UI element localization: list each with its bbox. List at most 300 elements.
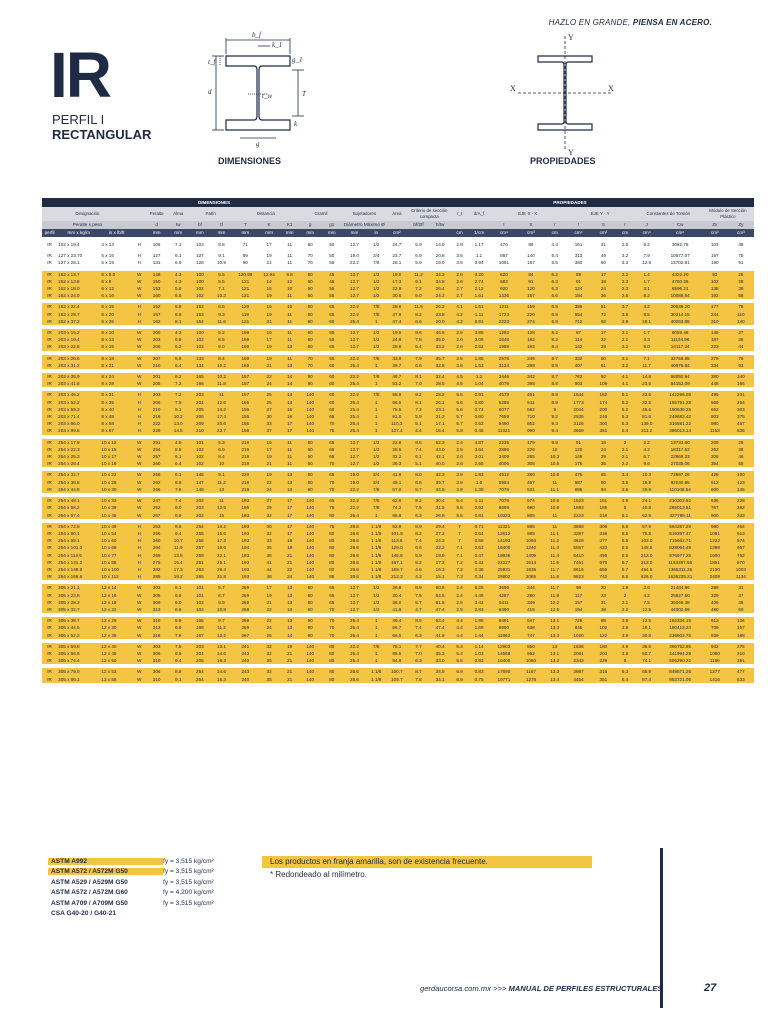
table-cell: 19771 xyxy=(490,676,518,683)
table-cell: 4.1 xyxy=(615,373,634,380)
table-cell: W xyxy=(133,504,146,511)
table-cell: 306 xyxy=(146,650,168,657)
table-cell: 305 x 52.2 xyxy=(57,632,100,639)
table-cell: 0.81 xyxy=(468,512,490,519)
table-cell: 16.3 xyxy=(429,566,451,573)
table-cell: IR xyxy=(42,544,57,551)
table-cell: 752 xyxy=(728,552,754,559)
table-cell: 2.74 xyxy=(468,278,490,285)
table-cell: 60 xyxy=(299,336,321,343)
table-cell: 254 xyxy=(189,523,211,530)
table-cell: 13 xyxy=(280,624,299,631)
table-cell: 1 xyxy=(366,406,386,413)
table-cell: 8 x 31 xyxy=(100,391,132,398)
table-cell: 140 xyxy=(299,559,321,566)
table-cell: 12.2 xyxy=(544,599,566,606)
table-cell: 6077 xyxy=(490,406,518,413)
table-cell: 8.2 xyxy=(544,336,566,343)
legend-row xyxy=(48,909,258,920)
table-cell: W xyxy=(133,650,146,657)
table-cell: 85 xyxy=(321,573,343,580)
table-cell: 50 xyxy=(321,241,343,248)
table-cell: 17 xyxy=(280,523,299,530)
table-cell: 55 xyxy=(728,460,754,467)
legend-grade: ASTM A529 / A529M G50 xyxy=(51,878,128,886)
table-cell: 257 xyxy=(189,544,211,551)
sym-cell: I xyxy=(490,221,518,229)
table-cell: 18.1 xyxy=(635,318,659,325)
table-cell: 13 xyxy=(280,599,299,606)
table-cell: 8 x 28 xyxy=(100,380,132,387)
table-cell: 12 x 35 xyxy=(100,632,132,639)
table-cell: 29 xyxy=(728,439,754,446)
table-cell: 7.3 xyxy=(451,573,468,580)
table-cell: 20036.20 xyxy=(659,303,702,310)
table-cell: 169 xyxy=(232,336,258,343)
table-cell: 305 x 32.7 xyxy=(57,606,100,613)
table-cell: 2343 xyxy=(566,657,592,664)
table-cell: 1648 xyxy=(490,336,518,343)
table-cell: 9.2 xyxy=(408,391,430,398)
table-cell: 140 xyxy=(728,318,754,325)
table-cell: 210 xyxy=(146,362,168,369)
table-cell: 4.3 xyxy=(167,278,189,285)
table-cell: 8.1 xyxy=(408,399,430,406)
table-cell: 1186 xyxy=(702,657,728,664)
table-cell: 35046.38 xyxy=(659,599,702,606)
table-cell: 3126 xyxy=(566,420,592,427)
legend-row xyxy=(48,856,258,867)
table-cell: 19.0 xyxy=(429,259,451,266)
table-cell: 10.3 xyxy=(544,453,566,460)
table-cell: IR xyxy=(42,471,57,478)
table-cell: 17 xyxy=(280,420,299,427)
table-cell: 728 xyxy=(566,617,592,624)
table-cell: 12.7 xyxy=(343,241,367,248)
table-cell: 100.7 xyxy=(386,668,408,675)
table-row xyxy=(42,530,754,537)
table-cell: 90 xyxy=(299,380,321,387)
sym-cell: tw xyxy=(167,221,189,229)
table-cell: 11.9 xyxy=(167,544,189,551)
table-cell: 5.5 xyxy=(211,271,233,278)
table-cell: 262 xyxy=(146,479,168,486)
table-cell: 4.2 xyxy=(451,311,468,318)
table-cell: 1365311.26 xyxy=(659,566,702,573)
table-cell: 15 xyxy=(211,512,233,519)
table-cell: 305 x 86.1 xyxy=(57,676,100,683)
table-cell: 3888 xyxy=(566,523,592,530)
table-cell: 305 x 28.3 xyxy=(57,599,100,606)
table-cell: 10 x 77 xyxy=(100,552,132,559)
table-cell: H xyxy=(133,420,146,427)
table-cell: 65 xyxy=(321,584,343,591)
table-cell: 240 xyxy=(232,676,258,683)
table-cell: 415 xyxy=(518,606,544,613)
table-cell: 2.5 xyxy=(451,446,468,453)
table-cell: 222 xyxy=(146,420,168,427)
table-cell: 6490 xyxy=(490,606,518,613)
table-cell: 6.0 xyxy=(167,599,189,606)
table-cell: 0.72 xyxy=(468,406,490,413)
table-cell: 32 xyxy=(258,668,280,675)
table-cell: 6.5 xyxy=(615,523,634,530)
table-cell: 10 xyxy=(280,303,299,310)
table-cell: 2.4 xyxy=(451,592,468,599)
table-cell: 244 xyxy=(518,584,544,591)
table-cell: 13 xyxy=(280,471,299,478)
table-cell: 148.5 xyxy=(635,544,659,551)
table-cell: 4287 xyxy=(566,530,592,537)
table-cell: 254 xyxy=(189,676,211,683)
table-cell: 21 xyxy=(280,559,299,566)
table-cell: W xyxy=(133,632,146,639)
table-cell: 167 xyxy=(189,632,211,639)
table-cell: 157 xyxy=(146,311,168,318)
unit-cell: mm xyxy=(189,229,211,237)
table-cell: 23.8 xyxy=(429,311,451,318)
table-cell: 223 xyxy=(702,343,728,350)
table-cell: 41.8 xyxy=(429,632,451,639)
table-cell: 11321 xyxy=(490,427,518,434)
tagline-bold: PIENSA EN ACERO. xyxy=(632,18,712,27)
table-cell: 17 xyxy=(258,446,280,453)
table-cell: 22.2 xyxy=(343,303,367,310)
table-cell: 920 xyxy=(490,285,518,292)
table-cell: 27.2 xyxy=(429,530,451,537)
table-cell: 2130 xyxy=(702,566,728,573)
table-cell: 12.7 xyxy=(343,599,367,606)
table-cell: 13.3 xyxy=(544,632,566,639)
table-cell: 140 xyxy=(299,650,321,657)
table-cell: 60 xyxy=(299,271,321,278)
table-cell: W xyxy=(133,380,146,387)
rounded-note: * Redondeado al milímetro. xyxy=(270,870,367,879)
table-cell: 12 x 45 xyxy=(100,650,132,657)
table-cell: 2.7 xyxy=(451,285,468,292)
table-cell: 1 1/8 xyxy=(366,573,386,580)
table-cell: 4.9 xyxy=(615,643,634,650)
table-cell: 11 xyxy=(280,460,299,467)
table-cell: 25.4 xyxy=(343,318,367,325)
table-cell: 169 xyxy=(232,343,258,350)
table-cell: 10 x 49 xyxy=(100,523,132,530)
sym-cell: r xyxy=(544,221,566,229)
table-cell: 93 xyxy=(728,362,754,369)
table-cell: 6.1 xyxy=(167,471,189,478)
table-row xyxy=(42,278,754,285)
table-cell: IR xyxy=(42,676,57,683)
table-cell: 203 x 15.2 xyxy=(57,329,100,336)
table-cell: 12 x 53 xyxy=(100,668,132,675)
table-cell: 5.4 xyxy=(451,650,468,657)
table-row xyxy=(42,676,754,683)
table-cell: 17.1 xyxy=(429,420,451,427)
prop-y-top-label: Y xyxy=(568,33,574,42)
table-cell: 13.1 xyxy=(544,650,566,657)
table-cell: 6.3 xyxy=(544,285,566,292)
profiles-table xyxy=(42,198,754,683)
table-cell: 55 xyxy=(321,285,343,292)
table-cell: 157 xyxy=(566,599,592,606)
table-cell: 3.9 xyxy=(615,632,634,639)
table-cell: 286 xyxy=(702,584,728,591)
table-cell: 12.9 xyxy=(635,259,659,266)
table-cell: 140 xyxy=(299,512,321,519)
table-cell: 162334.15 xyxy=(659,617,702,624)
table-cell: 194 xyxy=(566,606,592,613)
table-cell: 327785.11 xyxy=(659,512,702,519)
group-properties: PROPIEDADES xyxy=(386,198,754,207)
table-cell: 1626235.21 xyxy=(659,573,702,580)
table-cell: 1/2 xyxy=(366,292,386,299)
table-cell: 952 xyxy=(518,650,544,657)
table-cell: 11 xyxy=(280,329,299,336)
table-cell: 570 xyxy=(592,559,616,566)
table-cell: 89 xyxy=(232,252,258,259)
table-row xyxy=(42,252,754,259)
table-cell: 313 xyxy=(566,252,592,259)
table-cell: W xyxy=(133,617,146,624)
table-cell: 253 xyxy=(146,523,168,530)
table-cell: 28.2 xyxy=(429,391,451,398)
table-cell: 18 xyxy=(280,537,299,544)
table-cell: 1.39 xyxy=(468,486,490,493)
table-cell: 1416 xyxy=(702,676,728,683)
table-cell: 17 xyxy=(280,497,299,504)
sym-cell xyxy=(386,221,408,229)
table-cell: 1835 xyxy=(518,566,544,573)
table-cell: 8.9 xyxy=(408,584,430,591)
table-cell: 16.3 xyxy=(211,676,233,683)
table-cell: 21 xyxy=(280,657,299,664)
table-cell: 28.6 xyxy=(343,676,367,683)
table-cell: 6.4 xyxy=(167,362,189,369)
table-cell: 21 xyxy=(280,552,299,559)
table-cell: 31 xyxy=(592,241,616,248)
table-cell: 192 xyxy=(702,292,728,299)
table-cell: 569 xyxy=(702,399,728,406)
table-cell: 657 xyxy=(728,544,754,551)
unit-cell: mm xyxy=(299,229,321,237)
table-cell: 6 x 9 xyxy=(100,278,132,285)
table-cell: 15.4 xyxy=(429,427,451,434)
table-cell: 6.9 xyxy=(408,252,430,259)
table-cell: 19 xyxy=(258,355,280,362)
table-cell: 65 xyxy=(321,599,343,606)
table-cell: 262 xyxy=(702,446,728,453)
table-cell: 140 xyxy=(299,504,321,511)
table-cell: 5.9 xyxy=(408,259,430,266)
table-cell: 10 x 33 xyxy=(100,497,132,504)
table-cell: 613 xyxy=(702,617,728,624)
table-cell: 22 xyxy=(258,606,280,613)
table-cell: 60 xyxy=(592,259,616,266)
table-cell: 193 xyxy=(232,552,258,559)
table-row xyxy=(42,241,754,248)
dimensions-label: DIMENSIONES xyxy=(218,156,282,166)
table-cell: 16.3 xyxy=(211,657,233,664)
table-cell: 10 x 30 xyxy=(100,486,132,493)
table-cell: IR xyxy=(42,241,57,248)
table-row xyxy=(42,650,754,657)
table-cell: 9490 xyxy=(490,420,518,427)
table-cell: 5.7 xyxy=(211,584,233,591)
table-cell: 9.4 xyxy=(544,427,566,434)
table-cell: 4.5 xyxy=(451,373,468,380)
table-cell: 22868.23 xyxy=(659,453,702,460)
table-cell: 12.7 xyxy=(343,584,367,591)
table-cell: 8.2 xyxy=(544,329,566,336)
table-cell: 2535 xyxy=(566,413,592,420)
table-cell: IR xyxy=(42,285,57,292)
legend-row xyxy=(48,877,258,888)
table-cell: 308 xyxy=(518,460,544,467)
table-cell: 193 xyxy=(232,523,258,530)
table-cell: 1.69 xyxy=(468,624,490,631)
table-cell: 205 xyxy=(146,380,168,387)
table-cell: 22.2 xyxy=(343,486,367,493)
table-cell: 29802 xyxy=(490,573,518,580)
table-cell: 10 xyxy=(544,446,566,453)
table-cell: 241 xyxy=(232,643,258,650)
table-cell: 84 xyxy=(518,271,544,278)
table-cell: 60 xyxy=(299,278,321,285)
table-cell: 8 x 24 xyxy=(100,373,132,380)
subtitle-line1: PERFIL I xyxy=(52,112,105,127)
table-cell: 261 xyxy=(189,559,211,566)
table-cell: 712 xyxy=(566,318,592,325)
table-cell: 18 xyxy=(592,439,616,446)
table-cell: 953721.05 xyxy=(659,676,702,683)
table-group-header-row xyxy=(42,198,754,207)
table-cell: 169 xyxy=(232,329,258,336)
table-cell: 44 xyxy=(258,566,280,573)
table-cell: 3446 xyxy=(490,373,518,380)
table-cell: 448 xyxy=(702,380,728,387)
table-cell: 7.5 xyxy=(408,504,430,511)
table-cell: 9823 xyxy=(566,573,592,580)
table-row xyxy=(42,643,754,650)
table-cell: 66.5 xyxy=(386,632,408,639)
table-cell: 80 xyxy=(321,676,343,683)
table-cell: 102 xyxy=(189,292,211,299)
table-cell: 103.0 xyxy=(635,537,659,544)
table-cell: 6 x 12 xyxy=(100,285,132,292)
table-cell: 30214.15 xyxy=(659,311,702,318)
table-cell: 243 xyxy=(232,650,258,657)
table-cell: 0.52 xyxy=(468,420,490,427)
table-cell: 28 xyxy=(592,343,616,350)
table-cell: 1.53 xyxy=(468,362,490,369)
table-cell: 28.6 xyxy=(343,530,367,537)
table-cell: 25.4 xyxy=(343,657,367,664)
table-cell: 8.0 xyxy=(211,343,233,350)
table-cell: IR xyxy=(42,657,57,664)
table-cell: 140 xyxy=(299,537,321,544)
table-cell: 203 xyxy=(592,650,616,657)
table-cell: 35 xyxy=(592,460,616,467)
table-cell: 22 xyxy=(592,336,616,343)
table-cell: 4.4 xyxy=(451,624,468,631)
table-cell: 2.12 xyxy=(468,285,490,292)
table-cell: 254 x 166.6 xyxy=(57,573,100,580)
table-cell: 12.5 xyxy=(544,606,566,613)
table-cell: 44 xyxy=(728,343,754,350)
unit-cell xyxy=(133,229,146,237)
table-cell: 80 xyxy=(321,566,343,573)
table-cell: H xyxy=(133,252,146,259)
table-cell: 13.1 xyxy=(544,617,566,624)
table-cell: IR xyxy=(42,362,57,369)
table-cell: 0.59 xyxy=(468,537,490,544)
table-cell: 193 xyxy=(232,566,258,573)
table-cell: IR xyxy=(42,336,57,343)
table-cell: IR xyxy=(42,355,57,362)
table-cell: 652 xyxy=(702,406,728,413)
table-cell: W xyxy=(133,460,146,467)
table-cell: 146 xyxy=(189,471,211,478)
sym-cell: g xyxy=(299,221,321,229)
table-cell: 7.2 xyxy=(451,566,468,573)
table-cell: 13 xyxy=(211,486,233,493)
table-cell: 47.4 xyxy=(429,606,451,613)
table-cell: 1.85 xyxy=(468,355,490,362)
table-cell: 102 xyxy=(702,278,728,285)
table-cell: 254 x 114.5 xyxy=(57,552,100,559)
table-cell: 28.5 xyxy=(429,380,451,387)
table-cell: IR xyxy=(42,584,57,591)
table-cell: 259 xyxy=(189,552,211,559)
table-cell: 828064.49 xyxy=(659,544,702,551)
table-cell: 10 x 45 xyxy=(100,512,132,519)
table-cell: 1.11 xyxy=(468,311,490,318)
table-cell: 3082.78 xyxy=(659,241,702,248)
table-cell: 3134 xyxy=(490,362,518,369)
table-cell: 10 xyxy=(280,285,299,292)
table-cell: 5.4 xyxy=(615,427,634,434)
table-cell: H xyxy=(133,391,146,398)
table-cell: 386752.85 xyxy=(659,643,702,650)
table-cell: 990 xyxy=(518,427,544,434)
table-cell: 11.6 xyxy=(211,318,233,325)
table-cell: 4.2 xyxy=(635,446,659,453)
table-cell: 19 xyxy=(258,292,280,299)
table-cell: 9.7 xyxy=(211,617,233,624)
sub-rt: r_t xyxy=(451,207,468,221)
table-cell: 13 xyxy=(280,479,299,486)
table-cell: 17 xyxy=(280,512,299,519)
table-cell: 1.11 xyxy=(468,497,490,504)
table-cell: 19.0 xyxy=(386,271,408,278)
table-cell: 195 xyxy=(232,504,258,511)
table-cell: 14.9 xyxy=(429,241,451,248)
table-cell: 942 xyxy=(702,643,728,650)
table-cell: 398 xyxy=(518,380,544,387)
table-cell: 254 x 72.9 xyxy=(57,523,100,530)
table-cell: 1.44 xyxy=(468,632,490,639)
table-cell: 140 xyxy=(299,676,321,683)
table-cell: 140 xyxy=(299,530,321,537)
table-cell: 80 xyxy=(321,512,343,519)
table-row xyxy=(42,559,754,566)
table-cell: 1.14 xyxy=(468,643,490,650)
table-cell: 1.7 xyxy=(635,278,659,285)
sub-eje-x: EJE X - X xyxy=(490,207,566,221)
table-cell: 70 xyxy=(299,355,321,362)
table-cell: 8.8 xyxy=(544,391,566,398)
table-cell: 4.7 xyxy=(408,606,430,613)
